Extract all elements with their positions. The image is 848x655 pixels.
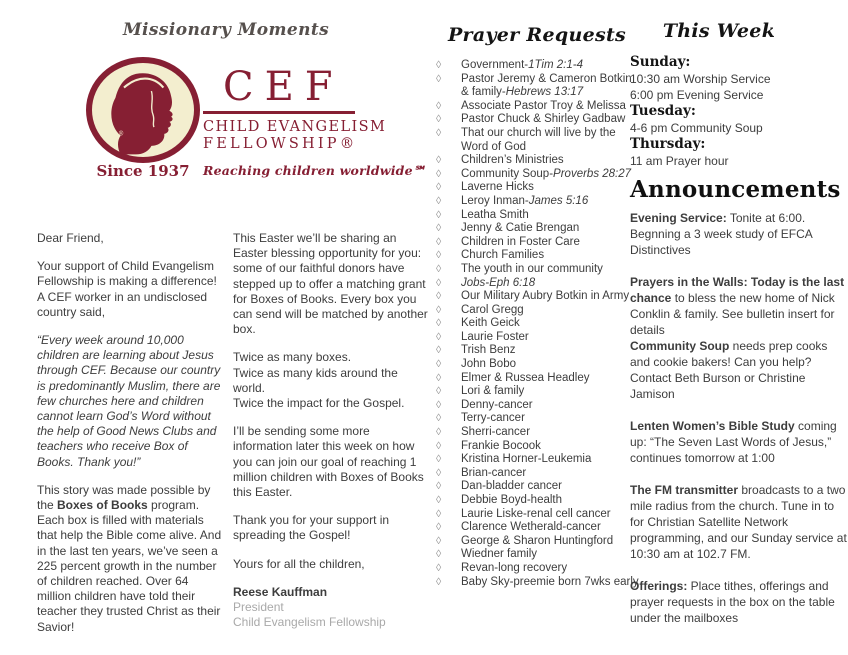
diamond-bullet-icon: ◊	[436, 276, 442, 289]
diamond-bullet-icon: ◊	[436, 126, 442, 139]
diamond-bullet-icon: ◊	[436, 290, 442, 303]
diamond-bullet-icon: ◊	[436, 194, 442, 207]
announcement-text: coming up: “The Seven Last Words of Jesus,” continues tomorrow at 1:00	[630, 419, 837, 465]
prayer-request-item	[433, 399, 641, 413]
prayer-request-item	[433, 494, 641, 508]
prayer-request-text: Children in Foster Care	[461, 235, 580, 248]
prayer-request-text: Wiedner family	[461, 548, 538, 561]
prayer-request-text: Laurie Foster	[461, 330, 529, 343]
prayer-request-text	[461, 277, 641, 291]
prayer-request-item	[433, 331, 641, 345]
prayer-request-text: Trish Benz	[461, 344, 516, 357]
prayer-request-text: Pastor Jeremy & Cameron Botkin & family-Hebrews 13:17	[461, 72, 632, 99]
diamond-bullet-icon: ◊	[436, 344, 442, 357]
prayer-request-item	[433, 385, 641, 399]
diamond-bullet-icon: ◊	[436, 249, 442, 262]
letter-text: This story was made possible by the	[37, 482, 211, 513]
announcement-paragraph	[630, 274, 848, 338]
prayer-request-text: Leroy Inman-James 5:16	[461, 194, 589, 207]
prayer-request-item	[433, 480, 641, 494]
prayer-request-item	[433, 263, 641, 277]
letter-quote: “Every week around 10,000 children are learning about Jesus through CEF. Because our country is predominantly Muslim, there are few churches here and children cannot learn God’s Word without the help of Good News Clubs and teachers who receive Box of Books. Thank you!”	[37, 333, 221, 469]
prayer-request-item	[433, 412, 641, 426]
twice-line-1: Twice as many boxes.	[233, 350, 352, 365]
diamond-bullet-icon: ◊	[436, 494, 442, 506]
prayer-request-text: Debbie Boyd-health	[461, 494, 563, 506]
announcements-body	[630, 210, 848, 626]
prayer-request-item	[433, 100, 641, 114]
prayer-request-text: John Bobo	[461, 358, 516, 371]
letter-signature	[233, 585, 429, 631]
boxes-of-books-bold: Boxes of Books	[57, 498, 148, 513]
prayer-request-list	[433, 59, 641, 589]
prayer-request-item	[433, 304, 641, 318]
prayer-request-text: Government-1Tim 2:1-4	[461, 59, 583, 71]
letter-paragraph: I’ll be sending some more information later this week on how you can join our goal of reaching 1 million children with Boxes of Books this Easter.	[233, 424, 424, 500]
prayer-request-item	[433, 249, 641, 263]
prayer-request-item	[433, 222, 641, 236]
scripture-reference: Hebrews 13:17	[505, 86, 584, 99]
diamond-bullet-icon: ◊	[436, 262, 442, 275]
prayer-request-text: That our church will live by the Word of God	[461, 126, 616, 153]
scripture-reference: James 5:16	[528, 194, 589, 207]
diamond-bullet-icon: ◊	[436, 99, 442, 112]
prayer-request-item	[433, 440, 641, 454]
prayer-request-item	[433, 548, 641, 562]
prayer-request-item	[433, 154, 641, 168]
prayer-request-item	[433, 195, 641, 209]
cef-wordmark	[203, 64, 426, 178]
announcement-lead: Lenten Women’s Bible Study	[630, 419, 795, 433]
diamond-bullet-icon: ◊	[436, 412, 442, 425]
announcement-lead: The FM transmitter	[630, 483, 739, 497]
prayer-request-text: Community Soup-Proverbs 28:27	[461, 167, 632, 180]
prayer-request-text: Children’s Ministries	[461, 154, 564, 167]
announcement-lead: Prayers in the Walls: Today is the last chance	[630, 275, 845, 305]
prayer-request-item	[433, 508, 641, 522]
announcement-paragraph	[630, 418, 848, 466]
diamond-bullet-icon: ◊	[436, 466, 442, 479]
signature-org: Child Evangelism Fellowship	[233, 615, 386, 630]
cef-acronym: CEF	[223, 64, 344, 110]
schedule-row: Tuesday:	[630, 103, 696, 119]
letter-text: program. Each box is filled with materials that help the Bible come alive. And in the last ten years, we’ve seen a 225 percent growth in the number of children reached. Over 64 million children have told their teacher they trusted Christ as their Savior!	[37, 498, 222, 634]
schedule-row: Sunday:	[630, 54, 691, 70]
prayer-request-item	[433, 453, 641, 467]
cef-logo-emblem	[86, 57, 200, 163]
prayer-request-item	[433, 576, 641, 590]
signature-title: President	[233, 600, 284, 615]
prayer-request-text: Revan-long recovery	[461, 561, 568, 574]
prayer-request-text: Laverne Hicks	[461, 181, 534, 194]
diamond-bullet-icon: ◊	[436, 113, 442, 126]
prayer-request-text: Church Families	[461, 249, 545, 262]
diamond-bullet-icon: ◊	[436, 235, 442, 248]
prayer-request-item	[433, 168, 641, 182]
announcement-text: Tonite at 6:00. Begnning a 3 week study of EFCA Distinctives	[630, 211, 813, 257]
announcement-lead: Offerings:	[630, 579, 688, 593]
cef-tagline: Reaching children worldwide℠	[203, 163, 426, 178]
scripture-reference: Jobs-Eph 6:18	[461, 276, 536, 289]
diamond-bullet-icon: ◊	[436, 59, 442, 71]
prayer-request-text: Elmer & Russea Headley	[461, 371, 590, 384]
diamond-bullet-icon: ◊	[436, 358, 442, 371]
prayer-request-item	[433, 127, 641, 154]
prayer-request-item	[433, 277, 641, 291]
schedule-row: Thursday:	[630, 136, 706, 152]
schedule-row: 10:30 am Worship Service	[630, 72, 771, 86]
prayer-request-text: Laurie Liske-renal cell cancer	[461, 507, 611, 520]
twice-line-2: Twice as many kids around the world.	[233, 365, 398, 395]
diamond-bullet-icon: ◊	[436, 439, 442, 452]
prayer-request-item	[433, 59, 641, 73]
prayer-request-item	[433, 344, 641, 358]
letter-twice-block	[233, 350, 429, 411]
prayer-request-text: Sherri-cancer	[461, 426, 531, 439]
diamond-bullet-icon: ◊	[436, 398, 442, 411]
scripture-reference: Proverbs 28:27	[553, 167, 632, 180]
prayer-request-text: Carol Gregg	[461, 303, 524, 316]
org-name-line2: FELLOWSHIP®	[203, 136, 358, 152]
diamond-bullet-icon: ◊	[436, 208, 442, 221]
diamond-bullet-icon: ◊	[436, 181, 442, 194]
scripture-reference: 1Tim 2:1-4	[528, 59, 583, 71]
diamond-bullet-icon: ◊	[436, 521, 442, 534]
prayer-request-item	[433, 113, 641, 127]
announcements-panel	[630, 176, 848, 626]
letter-salutation: Dear Friend,	[37, 231, 104, 245]
prayer-request-item	[433, 372, 641, 386]
prayer-request-item	[433, 562, 641, 576]
org-name-line1: CHILD EVANGELISM	[203, 119, 387, 135]
prayer-request-item	[433, 73, 641, 100]
schedule-row: 6:00 pm Evening Service	[630, 88, 764, 102]
letter-paragraph	[37, 483, 225, 635]
letter-paragraph: This Easter we’ll be sharing an Easter blessing opportunity for you: some of our faithful donors have stepped up to offer a matching grant for Boxes of Books. Every box you can send will be matched by another box.	[233, 231, 428, 337]
signature-name: Reese Kauffman	[233, 584, 328, 599]
child-silhouette-icon	[100, 66, 186, 157]
letter-paragraph: Your support of Child Evangelism Fellowship is making a difference! A CEF worker in an undisclosed country said,	[37, 259, 217, 319]
prayer-request-text: Terry-cancer	[461, 412, 525, 425]
diamond-bullet-icon: ◊	[436, 548, 442, 561]
announcements-title: Announcements	[630, 176, 841, 203]
announcement-text: needs prep cooks and cookie bakers! Can you help? Contact Beth Burson or Christine Jamison	[630, 339, 828, 401]
wordmark-divider	[203, 111, 355, 114]
announcement-paragraph	[630, 338, 848, 402]
prayer-request-text: The youth in our community	[461, 262, 603, 275]
diamond-bullet-icon: ◊	[436, 330, 442, 343]
announcement-paragraph	[630, 210, 848, 258]
prayer-request-text: Kristina Horner-Leukemia	[461, 453, 592, 466]
prayer-request-item	[433, 290, 641, 304]
weekly-schedule	[630, 54, 846, 169]
diamond-bullet-icon: ◊	[436, 426, 442, 439]
prayer-request-item	[433, 521, 641, 535]
diamond-bullet-icon: ◊	[436, 534, 442, 547]
prayer-request-item	[433, 317, 641, 331]
prayer-request-text: Baby Sky-preemie born 7wks early	[461, 575, 639, 588]
letter-column-1	[37, 231, 225, 648]
missionary-moments-title: Missionary Moments	[122, 20, 330, 40]
announcement-text: to bless the new home of Nick Conklin & family. See bulletin insert for details	[630, 291, 835, 337]
diamond-bullet-icon: ◊	[436, 72, 442, 85]
diamond-bullet-icon: ◊	[436, 317, 442, 330]
prayer-request-text: Our Military Aubry Botkin in Army	[461, 290, 630, 303]
schedule-row: 4-6 pm Community Soup	[630, 121, 763, 135]
prayer-request-text: George & Sharon Huntingford	[461, 534, 614, 547]
prayer-request-text: Frankie Bocook	[461, 439, 541, 452]
announcement-text: broadcasts to a two mile radius from the church. Tune in to for Christian Satellite Network programming, and our Sunday service at 10:30 am at 102.7 FM.	[630, 483, 847, 561]
prayer-request-text: Associate Pastor Troy & Melissa	[461, 99, 626, 112]
since-1937-label: Since 1937	[96, 162, 190, 180]
diamond-bullet-icon: ◊	[436, 385, 442, 398]
letter-column-2	[233, 231, 429, 643]
prayer-request-text: Leatha Smith	[461, 208, 529, 221]
prayer-request-item	[433, 358, 641, 372]
diamond-bullet-icon: ◊	[436, 303, 442, 316]
twice-line-3: Twice the impact for the Gospel.	[233, 396, 405, 411]
prayer-requests-panel	[433, 24, 641, 589]
this-week-title: This Week	[662, 20, 776, 42]
prayer-request-item	[433, 426, 641, 440]
prayer-request-item	[433, 467, 641, 481]
announcement-text: Place tithes, offerings and prayer requests in the box on the table under the mailboxes	[630, 579, 835, 625]
diamond-bullet-icon: ◊	[436, 507, 442, 520]
prayer-request-item	[433, 535, 641, 549]
prayer-request-text: Jenny & Catie Brengan	[461, 222, 580, 235]
announcement-paragraph	[630, 482, 848, 562]
announcement-paragraph	[630, 578, 848, 626]
diamond-bullet-icon: ◊	[436, 167, 442, 180]
diamond-bullet-icon: ◊	[436, 222, 442, 235]
prayer-request-text: Pastor Chuck & Shirley Gadbaw	[461, 113, 626, 126]
this-week-panel	[630, 20, 846, 169]
letter-closing: Yours for all the children,	[233, 556, 365, 571]
diamond-bullet-icon: ◊	[436, 561, 442, 574]
prayer-request-text: Lori & family	[461, 385, 525, 398]
diamond-bullet-icon: ◊	[436, 480, 442, 493]
prayer-request-item	[433, 181, 641, 195]
prayer-request-item	[433, 236, 641, 250]
prayer-request-text: Denny-cancer	[461, 398, 533, 411]
letter-paragraph: Thank you for your support in spreading the Gospel!	[233, 513, 390, 543]
prayer-request-item	[433, 209, 641, 223]
schedule-row: 11 am Prayer hour	[630, 154, 729, 168]
diamond-bullet-icon: ◊	[436, 154, 442, 167]
announcement-lead: Evening Service:	[630, 211, 727, 225]
prayer-request-text: Keith Geick	[461, 317, 520, 330]
registered-mark: ®	[119, 131, 124, 138]
diamond-bullet-icon: ◊	[436, 371, 442, 384]
diamond-bullet-icon: ◊	[436, 575, 442, 588]
announcement-lead: Community Soup	[630, 339, 730, 353]
prayer-request-text: Dan-bladder cancer	[461, 480, 563, 493]
prayer-request-text: Brian-cancer	[461, 466, 527, 479]
diamond-bullet-icon: ◊	[436, 453, 442, 466]
prayer-requests-title: Prayer Requests	[447, 24, 627, 46]
prayer-request-text: Clarence Wetherald-cancer	[461, 521, 601, 534]
